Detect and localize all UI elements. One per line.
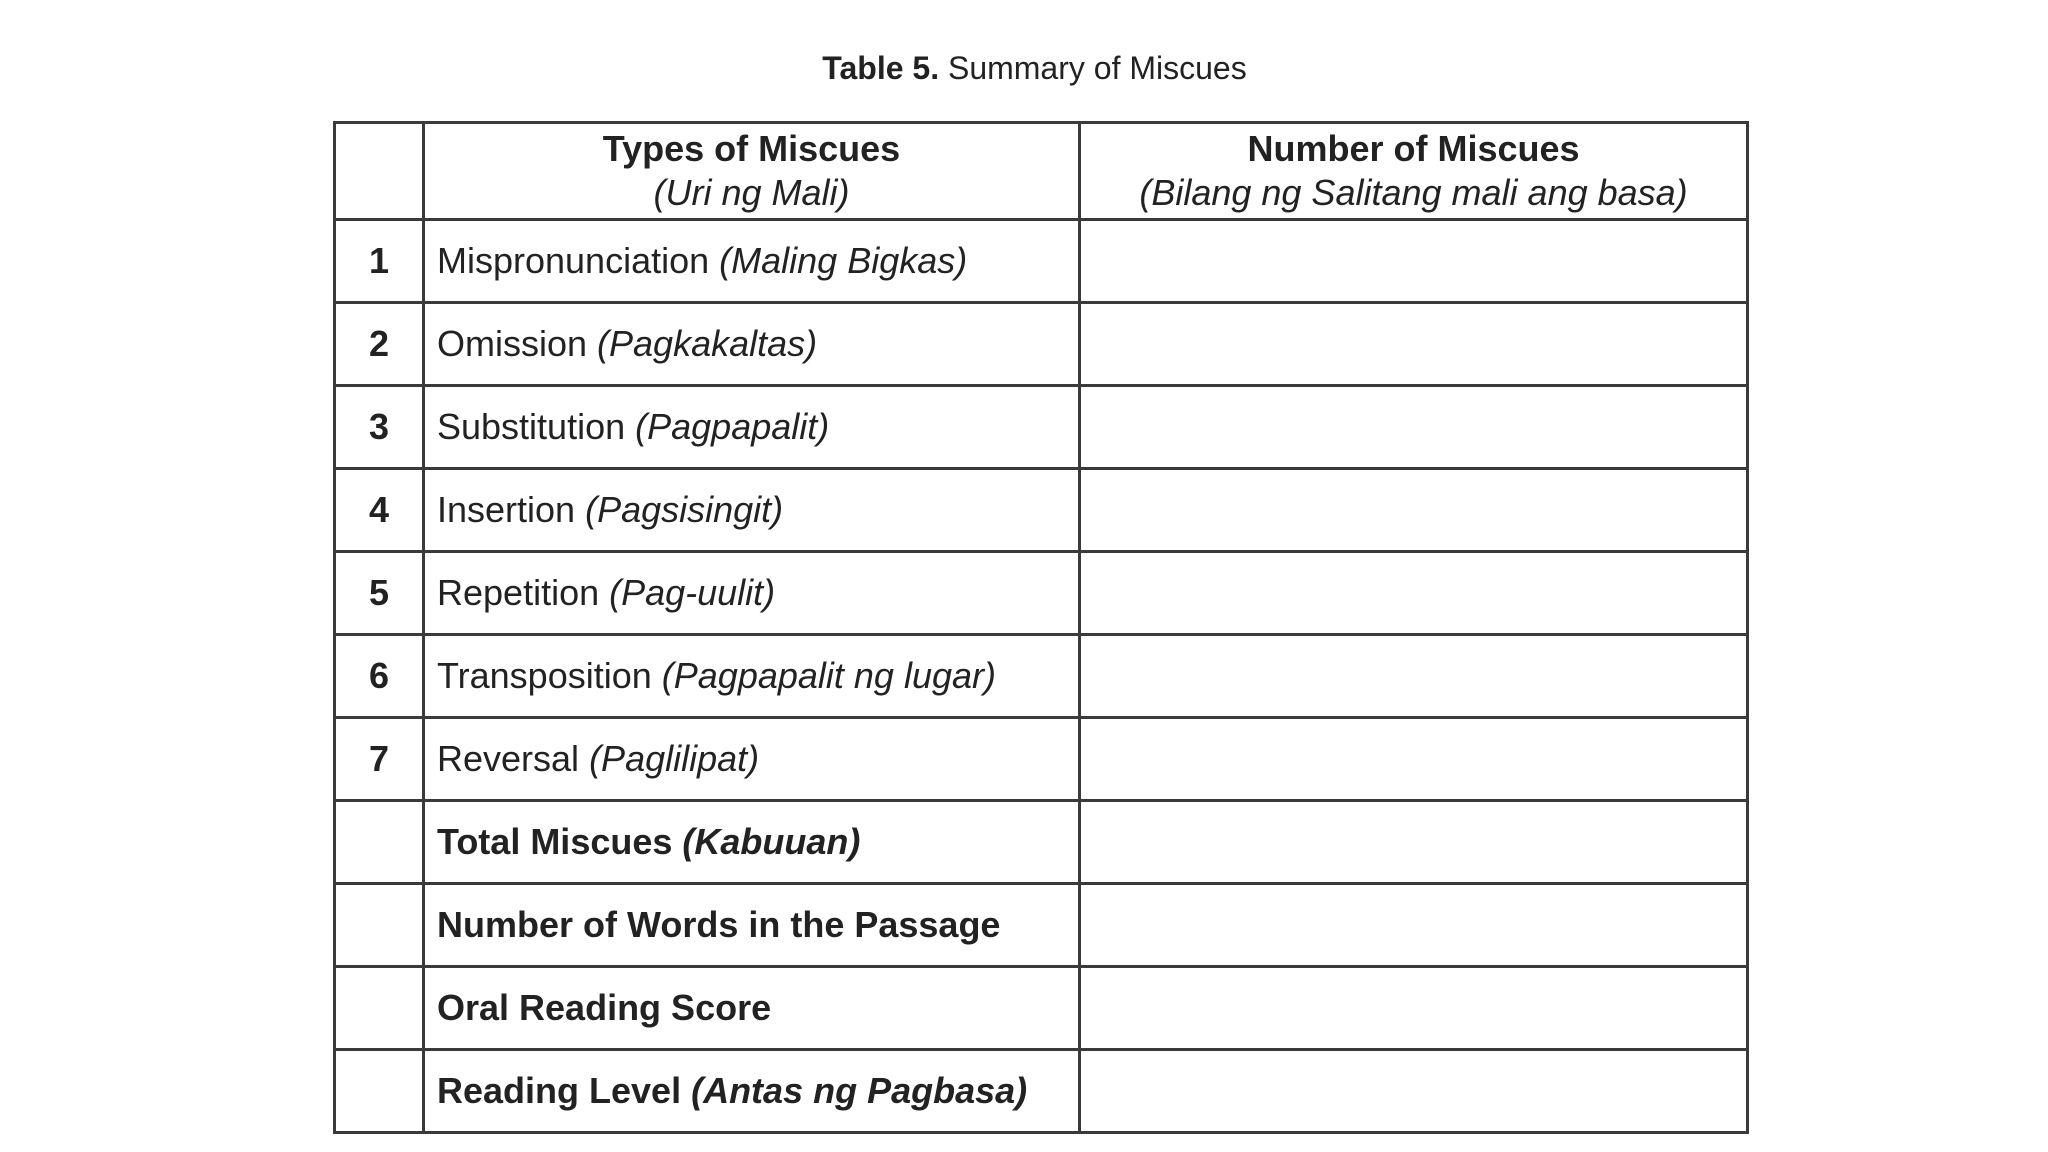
header-count-translation: (Bilang ng Salitang mali ang basa)	[1139, 172, 1688, 213]
row-type-filipino: (Pagsisingit)	[585, 489, 784, 530]
row-miscue-count-cell[interactable]	[1080, 303, 1748, 386]
row-type-english: Reversal	[437, 738, 590, 779]
table-caption	[0, 48, 2048, 88]
table-row	[335, 552, 1748, 635]
row-miscue-count-cell[interactable]	[1080, 469, 1748, 552]
reading-level-label	[424, 1050, 1080, 1133]
row-miscue-type	[424, 469, 1080, 552]
row-miscue-type	[424, 552, 1080, 635]
table-header-row	[335, 123, 1748, 220]
total-miscues-english: Total Miscues	[437, 821, 683, 862]
row-type-english: Mispronunciation	[437, 240, 720, 281]
total-miscues-label	[424, 801, 1080, 884]
words-in-passage-english: Number of Words in the Passage	[437, 904, 1001, 945]
row-number	[335, 1050, 424, 1133]
miscue-summary-table	[333, 121, 1749, 1134]
row-miscue-count-cell[interactable]	[1080, 386, 1748, 469]
row-type-filipino: (Paglilipat)	[589, 738, 760, 779]
total-miscues-filipino: (Kabuuan)	[682, 821, 861, 862]
row-number: 2	[335, 303, 424, 386]
table-row	[335, 303, 1748, 386]
words-in-passage-row	[335, 884, 1748, 967]
reading-level-row	[335, 1050, 1748, 1133]
reading-level-english: Reading Level	[437, 1070, 692, 1111]
table-row	[335, 718, 1748, 801]
oral-reading-score-label	[424, 967, 1080, 1050]
header-count-cell	[1080, 123, 1748, 220]
row-miscue-type	[424, 718, 1080, 801]
row-type-filipino: (Pag-uulit)	[609, 572, 776, 613]
total-miscues-row	[335, 801, 1748, 884]
row-number	[335, 967, 424, 1050]
row-number: 4	[335, 469, 424, 552]
table-row	[335, 220, 1748, 303]
row-type-filipino: (Maling Bigkas)	[719, 240, 968, 281]
table-row	[335, 469, 1748, 552]
row-type-english: Substitution	[437, 406, 636, 447]
oral-reading-score-value-cell[interactable]	[1080, 967, 1748, 1050]
row-miscue-type	[424, 303, 1080, 386]
row-miscue-type	[424, 635, 1080, 718]
header-types-cell	[424, 123, 1080, 220]
row-type-english: Transposition	[437, 655, 662, 696]
table-row	[335, 386, 1748, 469]
row-miscue-count-cell[interactable]	[1080, 718, 1748, 801]
row-type-filipino: (Pagpapalit ng lugar)	[661, 655, 996, 696]
row-number: 7	[335, 718, 424, 801]
oral-reading-score-row	[335, 967, 1748, 1050]
total-miscues-value-cell[interactable]	[1080, 801, 1748, 884]
row-number: 1	[335, 220, 424, 303]
reading-level-filipino: (Antas ng Pagbasa)	[691, 1070, 1028, 1111]
header-number-cell	[335, 123, 424, 220]
words-in-passage-value-cell[interactable]	[1080, 884, 1748, 967]
reading-level-value-cell[interactable]	[1080, 1050, 1748, 1133]
row-type-english: Repetition	[437, 572, 610, 613]
row-type-english: Insertion	[437, 489, 586, 530]
row-type-english: Omission	[437, 323, 598, 364]
header-types-translation: (Uri ng Mali)	[653, 172, 850, 213]
row-number: 5	[335, 552, 424, 635]
table-caption-label: Table 5.	[822, 50, 940, 86]
row-miscue-count-cell[interactable]	[1080, 635, 1748, 718]
header-types-label: Types of Miscues	[602, 128, 901, 169]
row-number	[335, 801, 424, 884]
oral-reading-score-english: Oral Reading Score	[437, 987, 772, 1028]
row-miscue-type	[424, 220, 1080, 303]
row-type-filipino: (Pagpapalit)	[635, 406, 830, 447]
row-number: 6	[335, 635, 424, 718]
table-row	[335, 635, 1748, 718]
row-miscue-type	[424, 386, 1080, 469]
row-number: 3	[335, 386, 424, 469]
row-type-filipino: (Pagkakaltas)	[597, 323, 818, 364]
row-miscue-count-cell[interactable]	[1080, 220, 1748, 303]
words-in-passage-label	[424, 884, 1080, 967]
header-count-label: Number of Miscues	[1247, 128, 1580, 169]
table-caption-text: Summary of Miscues	[947, 50, 1247, 86]
row-miscue-count-cell[interactable]	[1080, 552, 1748, 635]
row-number	[335, 884, 424, 967]
